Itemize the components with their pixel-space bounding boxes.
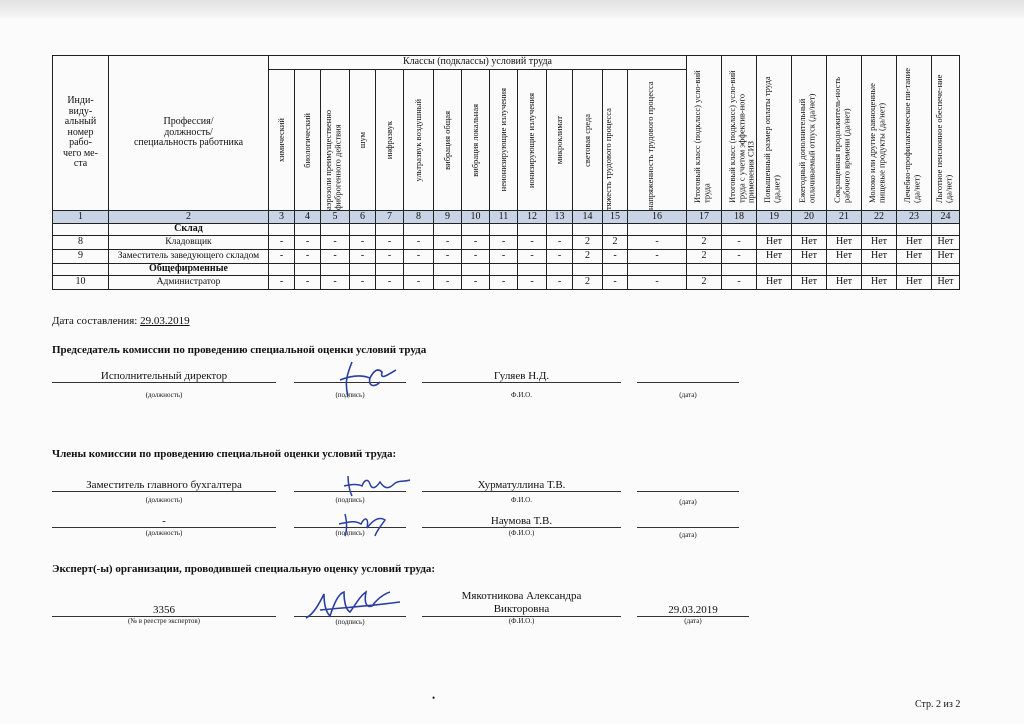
- expert-fio: Мякотникова Александра Викторовна: [461, 590, 582, 615]
- chair-heading: Председатель комиссии по проведению специальной оценки условий труда: [52, 344, 427, 356]
- expert-signature-caption: (подпись): [335, 618, 365, 626]
- extra-header-3: Повышенный размер оплаты труда (да,нет): [757, 56, 792, 211]
- member1-signature: [340, 470, 420, 500]
- chair-signature: [330, 358, 410, 400]
- table-cell: -: [321, 276, 350, 290]
- table-cell: Нет: [757, 276, 792, 290]
- sout-table: [52, 55, 960, 290]
- factor-header-7: вибрация общая: [434, 70, 462, 211]
- scan-dot: •: [432, 693, 436, 703]
- table-cell: 2: [573, 236, 603, 250]
- extra-header-8: Льготное пенсионное обеспече-ние (да/нет): [932, 56, 960, 211]
- chair-position-caption: (должность): [145, 391, 183, 399]
- column-number: 24: [932, 211, 960, 224]
- row-profession: Кладовщик: [109, 236, 269, 250]
- column-number: 23: [897, 211, 932, 224]
- table-cell: -: [547, 276, 573, 290]
- extra-header-4: Ежегодный дополнительный оплачиваемый отпуск (да/нет): [792, 56, 827, 211]
- member2-position-caption: (должность): [145, 529, 183, 537]
- chair-fio-caption: Ф.И.О.: [511, 391, 532, 399]
- group-row: [53, 264, 960, 276]
- table-cell: -: [404, 236, 434, 250]
- expert-date-caption: (дата): [684, 617, 702, 625]
- member1-fio: Хурматуллина Т.В.: [477, 479, 566, 491]
- row-id: 8: [53, 236, 109, 250]
- expert-registry-caption: (№ в реестре экспертов): [127, 617, 200, 625]
- row-profession: Заместитель заведующего складом: [109, 250, 269, 264]
- table-cell: -: [490, 236, 518, 250]
- factor-header-12: световая среда: [573, 70, 603, 211]
- table-cell: -: [518, 250, 547, 264]
- table-cell: Нет: [862, 276, 897, 290]
- scan-edge: [0, 0, 1024, 18]
- table-cell: -: [547, 250, 573, 264]
- column-number: 18: [722, 211, 757, 224]
- member1-position-caption: (должность): [145, 496, 183, 504]
- group-row: [53, 224, 960, 236]
- table-cell: Нет: [827, 276, 862, 290]
- table-cell: -: [722, 250, 757, 264]
- table-cell: Нет: [862, 236, 897, 250]
- extra-header-1: Итоговый класс (подкласс) усло-вий труда: [687, 56, 722, 211]
- table-cell: -: [269, 250, 295, 264]
- factor-header-2: биологический: [295, 70, 321, 211]
- column-number: 16: [628, 211, 687, 224]
- column-number: 15: [603, 211, 628, 224]
- table-cell: Нет: [862, 250, 897, 264]
- table-cell: 2: [687, 276, 722, 290]
- column-number: 22: [862, 211, 897, 224]
- table-row: [53, 276, 960, 290]
- table-cell: -: [376, 236, 404, 250]
- column-number: 9: [434, 211, 462, 224]
- factor-header-4: шум: [350, 70, 376, 211]
- row-profession: Администратор: [109, 276, 269, 290]
- factor-header-3: аэрозоли преимущественно фиброгенного действия: [321, 70, 350, 211]
- date-compiled: Дата составления: 29.03.2019: [52, 315, 190, 327]
- table-cell: -: [321, 236, 350, 250]
- factor-header-5: инфразвук: [376, 70, 404, 211]
- table-cell: -: [490, 276, 518, 290]
- expert-registry: 3356: [153, 604, 175, 616]
- table-cell: Нет: [932, 276, 960, 290]
- table-cell: -: [404, 276, 434, 290]
- factor-header-13: тяжесть трудового процесса: [603, 70, 628, 211]
- table-cell: -: [350, 276, 376, 290]
- column-number: 19: [757, 211, 792, 224]
- table-cell: Нет: [827, 250, 862, 264]
- table-cell: -: [518, 236, 547, 250]
- table-cell: -: [295, 250, 321, 264]
- member1-signature-caption: (подпись): [335, 496, 365, 504]
- table-row: [53, 236, 960, 250]
- members-heading: Члены комиссии по проведению специальной оценки условий труда:: [52, 448, 397, 460]
- group-name: Общефирменные: [109, 264, 269, 276]
- factor-header-10: ионизирующие излучения: [518, 70, 547, 211]
- column-number-row: [53, 211, 960, 224]
- column-number: 11: [490, 211, 518, 224]
- member1-date-caption: (дата): [679, 498, 697, 506]
- column-number: 4: [295, 211, 321, 224]
- table-cell: 2: [687, 236, 722, 250]
- column-number: 20: [792, 211, 827, 224]
- extra-header-2: Итоговый класс (подкласс) усло-вий труда с учетом эффектив-ного применения СИЗ: [722, 56, 757, 211]
- table-row: [53, 250, 960, 264]
- expert-date: 29.03.2019: [668, 604, 718, 616]
- table-cell: Нет: [827, 236, 862, 250]
- table-cell: Нет: [897, 250, 932, 264]
- table-cell: -: [321, 250, 350, 264]
- column-number: 1: [53, 211, 109, 224]
- member2-signature-caption: (подпись): [335, 529, 365, 537]
- classes-header: Классы (подклассы) условий труда: [269, 56, 687, 70]
- member1-fio-caption: Ф.И.О.: [511, 496, 532, 504]
- column-number: 10: [462, 211, 490, 224]
- table-cell: -: [462, 276, 490, 290]
- table-cell: -: [462, 236, 490, 250]
- profession-col-header: Профессия/ должность/ специальность работника: [109, 56, 269, 211]
- table-cell: -: [547, 236, 573, 250]
- factor-header-9: неионизирующие излучения: [490, 70, 518, 211]
- table-cell: Нет: [932, 250, 960, 264]
- member2-position: -: [162, 515, 166, 527]
- table-cell: -: [490, 250, 518, 264]
- table-cell: 2: [603, 236, 628, 250]
- expert-signature: [300, 584, 410, 624]
- column-number: 8: [404, 211, 434, 224]
- table-cell: -: [434, 236, 462, 250]
- extra-header-5: Сокращенная продолжитель-ность рабочего времени (да/нет): [827, 56, 862, 211]
- id-col-header: Инди- виду- альный номер рабо- чего ме- ста: [53, 56, 109, 211]
- table-cell: -: [269, 276, 295, 290]
- table-cell: 2: [573, 276, 603, 290]
- table-cell: -: [462, 250, 490, 264]
- table-cell: -: [269, 236, 295, 250]
- factor-header-11: микроклимат: [547, 70, 573, 211]
- factor-header-6: ультразвук воздушный: [404, 70, 434, 211]
- chair-position: Исполнительный директор: [100, 370, 228, 382]
- table-cell: -: [295, 276, 321, 290]
- table-cell: Нет: [932, 236, 960, 250]
- column-number: 14: [573, 211, 603, 224]
- factor-header-14: напряженность трудового процесса: [628, 70, 687, 211]
- member1-position: Заместитель главного бухгалтера: [86, 479, 242, 491]
- factor-header-1: химический: [269, 70, 295, 211]
- table-cell: -: [628, 276, 687, 290]
- column-number: 7: [376, 211, 404, 224]
- expert-fio-caption: (Ф.И.О.): [508, 617, 535, 625]
- table-cell: -: [628, 236, 687, 250]
- member2-fio-caption: (Ф.И.О.): [508, 529, 535, 537]
- chair-fio: Гуляев Н.Д.: [493, 370, 550, 382]
- table-cell: -: [376, 276, 404, 290]
- table-cell: -: [518, 276, 547, 290]
- column-number: 2: [109, 211, 269, 224]
- page-number: Стр. 2 из 2: [915, 699, 961, 710]
- table-cell: -: [350, 236, 376, 250]
- table-cell: Нет: [792, 236, 827, 250]
- table-cell: Нет: [792, 276, 827, 290]
- member2-signature: [335, 506, 405, 540]
- column-number: 5: [321, 211, 350, 224]
- table-cell: -: [295, 236, 321, 250]
- factor-header-8: вибрация локальная: [462, 70, 490, 211]
- table-cell: Нет: [897, 236, 932, 250]
- table-cell: Нет: [757, 250, 792, 264]
- column-number: 12: [518, 211, 547, 224]
- table-cell: -: [434, 276, 462, 290]
- table-cell: -: [434, 250, 462, 264]
- table-cell: -: [404, 250, 434, 264]
- table-cell: -: [603, 276, 628, 290]
- column-number: 17: [687, 211, 722, 224]
- table-cell: -: [603, 250, 628, 264]
- column-number: 3: [269, 211, 295, 224]
- table-cell: -: [376, 250, 404, 264]
- column-number: 6: [350, 211, 376, 224]
- table-cell: 2: [687, 250, 722, 264]
- table-cell: Нет: [897, 276, 932, 290]
- table-cell: -: [350, 250, 376, 264]
- member2-fio: Наумова Т.В.: [490, 515, 553, 527]
- expert-heading: Эксперт(-ы) организации, проводившей специальную оценку условий труда:: [52, 563, 436, 575]
- table-cell: Нет: [757, 236, 792, 250]
- chair-date-caption: (дата): [679, 391, 697, 399]
- extra-header-6: Молоко или другие равноценные пищевые продукты (да/нет): [862, 56, 897, 211]
- extra-header-7: Лечебно-профилактическое пи-тание (да/нет): [897, 56, 932, 211]
- row-id: 10: [53, 276, 109, 290]
- table-cell: -: [722, 236, 757, 250]
- table-cell: 2: [573, 250, 603, 264]
- column-number: 13: [547, 211, 573, 224]
- table-cell: -: [628, 250, 687, 264]
- chair-signature-caption: (подпись): [335, 391, 365, 399]
- group-name: Склад: [109, 224, 269, 236]
- column-number: 21: [827, 211, 862, 224]
- member2-date-caption: (дата): [679, 531, 697, 539]
- row-id: 9: [53, 250, 109, 264]
- table-cell: Нет: [792, 250, 827, 264]
- table-cell: -: [722, 276, 757, 290]
